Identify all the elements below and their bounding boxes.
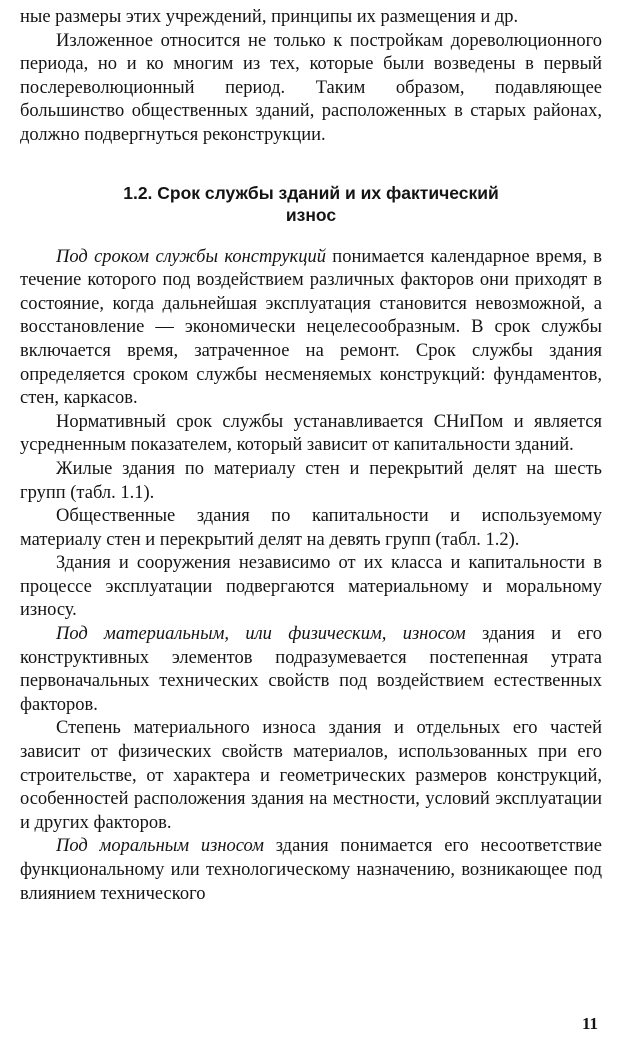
page-number: 11 [581, 1014, 598, 1033]
section-heading [20, 182, 602, 226]
defined-term: Под моральным износом [56, 836, 264, 857]
continued-paragraph: ные размеры этих учреждений, принципы их размещения и др. [20, 7, 519, 27]
section-heading-line: 1.2. Срок службы зданий и их фактический [123, 182, 499, 203]
paragraph: Нормативный срок службы устанавливается СНиПом и является усредненным показателем, который зависит от капитальности зданий. [20, 411, 602, 456]
paragraph: Жилые здания по материалу стен и перекрытий делят на шесть групп (табл. 1.1). [20, 458, 602, 503]
paragraph: Изложенное относится не только к постройкам дореволюционного периода, но и ко многим из тех, которые были возведены в первый послереволюционный период. Таким образом, подавляющее большинство общественных зданий, расположенных в старых районах, должно подвергнуться реконструкции. [20, 30, 602, 145]
paragraph-text: понимается календарное время, в течение которого под воздействием различных факторов они приходят в состояние, когда дальнейшая эксплуатация становится невозможной, а восстановление — экономически нецелесообразным. В срок службы включается время, затраченное на ремонт. Срок службы здания определяется сроком службы несменяемых конструкций: фундаментов, стен, каркасов. [20, 246, 602, 409]
paragraph-definition-moral-wear [20, 835, 602, 906]
paragraph-text: здания и его конструктивных элементов подразумевается постепенная утрата первоначальных технических свойств под воздействием естественных факторов. [20, 624, 602, 715]
paragraph-definition-service-life [20, 246, 602, 411]
paragraph: Степень материального износа здания и отдельных его частей зависит от физических свойств материалов, использованных при его строительстве, от характера и геометрических размеров конструкций, особенностей расположения здания на местности, условий эксплуатации и других факторов. [20, 718, 602, 833]
paragraph: Общественные здания по капитальности и используемому материалу стен и перекрытий делят на девять групп (табл. 1.2). [20, 506, 602, 550]
paragraph-definition-physical-wear [20, 623, 602, 717]
paragraph: Здания и сооружения независимо от их класса и капитальности в процессе эксплуатации подвергаются материальному и моральному износу. [20, 553, 602, 621]
defined-term: Под сроком службы конструкций [56, 246, 326, 267]
defined-term: Под материальным, или физическим, износом [56, 624, 466, 645]
section-heading-line: износ [285, 204, 337, 225]
paragraph-text: здания понимается его несоответствие функциональному или технологическому назначению, возникающее под влиянием технического [20, 836, 602, 904]
